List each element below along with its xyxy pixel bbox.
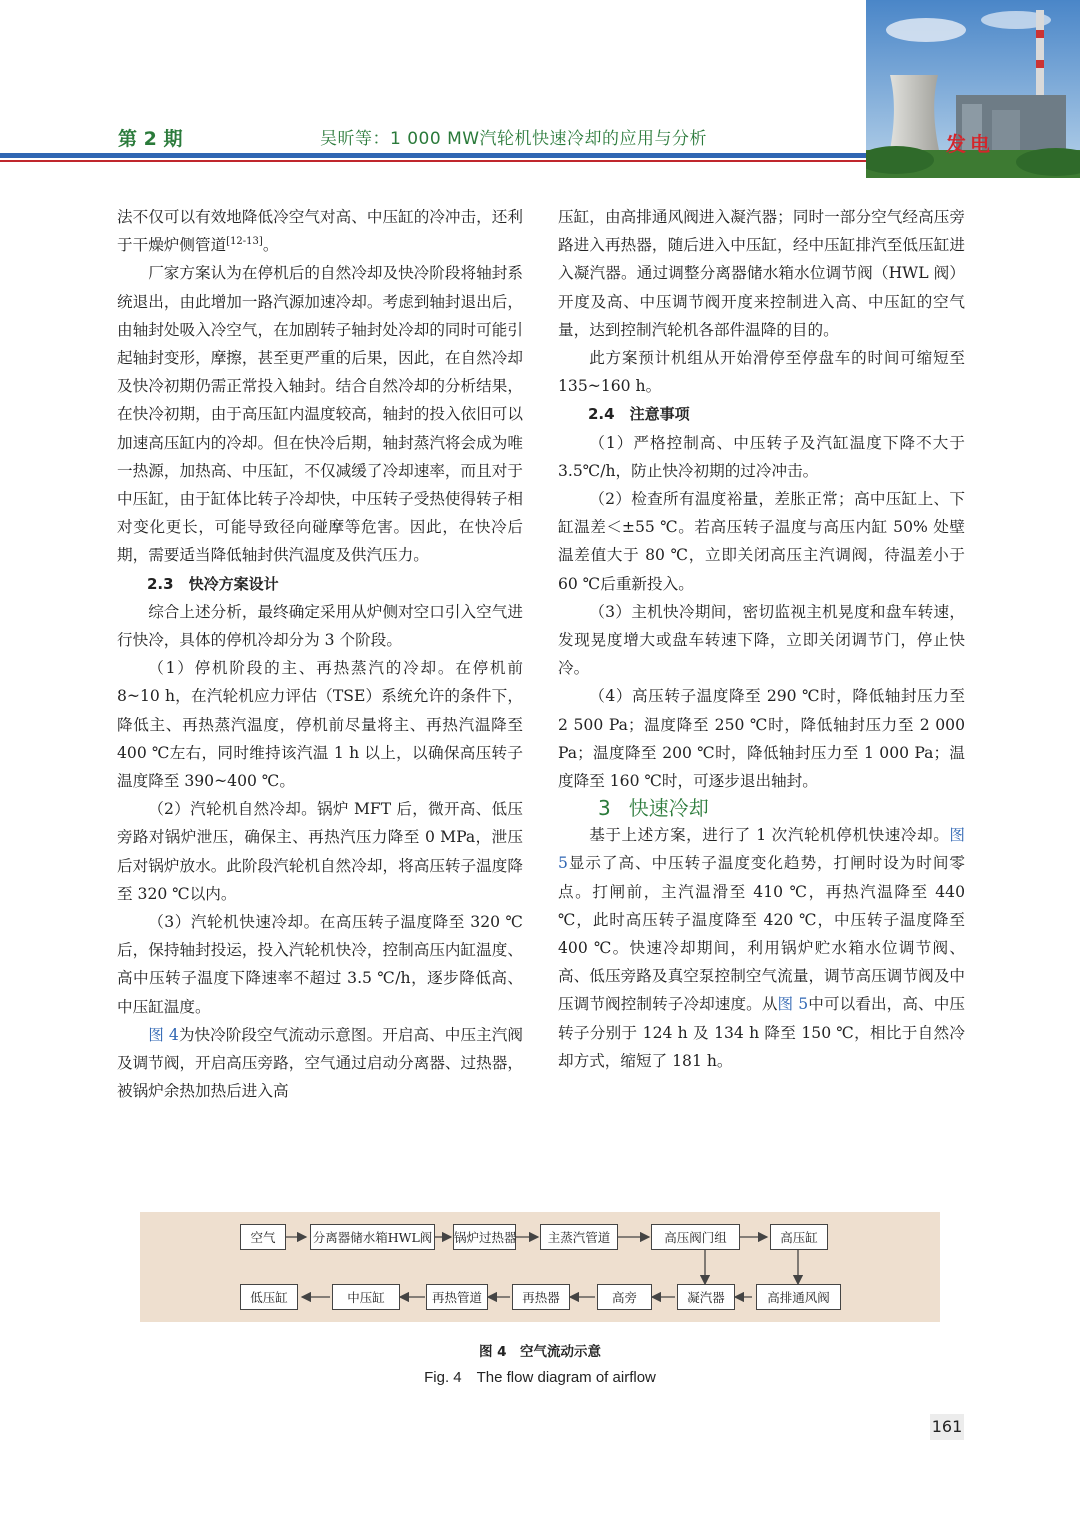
node-superheater: 锅炉过热器 [453,1224,516,1250]
paragraph: （4）高压转子温度降至 290 ℃时，降低轴封压力至 2 500 Pa；温度降至 250 ℃时，降低轴封压力至 2 000 Pa；温度降至 200 ℃时，降低轴封压力至 1 000 Pa；温度降至 160 ℃时，可逐步退出轴封。 [558,687,965,791]
header-rule-blue [0,153,870,158]
paragraph: （3）主机快冷期间，密切监视主机晃度和盘车转速，发现晃度增大或盘车转速下降，立即关闭调节门，停止快冷。 [558,602,965,678]
figure-link[interactable]: 图 5 [558,826,965,873]
node-main-steam-pipe: 主蒸汽管道 [540,1224,618,1250]
page-header [0,0,1080,180]
airflow-diagram [140,1212,940,1322]
node-air: 空气 [240,1224,286,1250]
node-lp-cylinder: 低压缸 [240,1284,298,1310]
running-title: 吴昕等：1 000 MW汽轮机快速冷却的应用与分析 [320,129,708,149]
page-number: 161 [930,1414,964,1440]
node-hp-bypass: 高旁 [597,1284,652,1310]
figure-link[interactable]: 图 5 [777,995,809,1014]
paragraph: （2）检查所有温度裕量，差胀正常；高中压缸上、下缸温差＜±55 ℃。若高压转子温度与高压内缸 50% 处壁温差值大于 80 ℃，立即关闭高压主汽调阀，待温差小于 60 ℃后重新投入。 [558,490,965,593]
figure-link[interactable]: 图 4 [148,1025,179,1044]
node-ip-cylinder: 中压缸 [332,1284,400,1310]
left-column [117,203,523,1106]
section-heading: 3 快速冷却 [598,796,709,821]
node-reheat-pipe: 再热管道 [426,1284,488,1310]
paragraph: （3）汽轮机快速冷却。在高压转子温度降至 320 ℃后，保持轴封投运，投入汽轮机快冷，控制高压内缸温度、高中压转子温度下降速率不超过 3.5 ℃/h，逐步降低高、中压缸温度。 [117,913,523,1016]
paragraph: 压缸，由高排通风阀进入凝汽器；同时一部分空气经高压旁路进入再热器，随后进入中压缸，经中压缸排汽至低压缸进入凝汽器。通过调整分离器储水箱水位调节阀（HWL 阀）开度及高、中压调节阀开度来控制进入高、中压缸的空气量，达到控制汽轮机各部件温降的目的。 [558,208,965,339]
paragraph: 法不仅可以有效地降低冷空气对高、中压缸的冷冲击，还利于干燥炉侧管道[12-13]。 [117,208,523,255]
paragraph: （2）汽轮机自然冷却。锅炉 MFT 后，微开高、低压旁路对锅炉泄压，确保主、再热汽压力降至 0 MPa，泄压后对锅炉放水。此阶段汽轮机自然冷却，将高压转子温度降至 320 ℃以内。 [117,800,523,903]
paragraph: 图 4为快冷阶段空气流动示意图。开启高、中压主汽阀及调节阀，开启高压旁路，空气通过启动分离器、过热器，被锅炉余热加热后进入高 [117,1025,523,1101]
paragraph: 基于上述方案，进行了 1 次汽轮机停机快速冷却。图 5显示了高、中压转子温度变化趋势，打闸时设为时间零点。打闸前，主汽温滑至 410 ℃，再热汽温降至 440 ℃，此时高压转子温度降至 420 ℃，中压转子温度降至 400 ℃。快速冷却期间，利用锅炉贮水箱水位调节阀、高、低压旁路及真空泵控制空气流量，调节高压调节阀及中压调节阀控制转子冷却速度。从图 5中可以看出，高、中压转子分别于 124 h 及 134 h 降至 150 ℃，相比于自然冷却方式，缩短了 181 h。 [558,826,965,1070]
issue-number: 第 2 期 [118,128,183,150]
node-reheater: 再热器 [512,1284,570,1310]
paragraph: （1）停机阶段的主、再热蒸汽的冷却。在停机前 8~10 h，在汽轮机应力评估（TSE）系统允许的条件下，降低主、再热蒸汽温度，停机前尽量将主、再热汽温降至 400 ℃左右，同时维持该汽温 1 h 以上，以确保高压转子温度降至 390~400 ℃。 [117,659,523,791]
header-rule-red [0,160,870,162]
right-column [558,203,965,1075]
paragraph: 此方案预计机组从开始滑停至停盘车的时间可缩短至 135~160 h。 [558,349,965,396]
paragraph: （1）严格控制高、中压转子及汽缸温度下降不大于 3.5℃/h，防止快冷初期的过冷冲击。 [558,433,965,480]
citation: [12-13] [226,236,263,248]
node-hp-exhaust-vent-valve: 高排通风阀 [756,1284,841,1310]
figure-caption-cn: 图 4 空气流动示意 [478,1344,602,1360]
subsection-heading: 2.4 注意事项 [588,405,690,424]
node-hwl-valve: 分离器储水箱HWL阀 [310,1224,435,1250]
subsection-heading: 2.3 快冷方案设计 [147,574,279,593]
node-hp-valve-group: 高压阀门组 [651,1224,740,1250]
section-label: 发电 [946,132,994,156]
paragraph: 厂家方案认为在停机后的自然冷却及快冷阶段将轴封系统退出，由此增加一路汽源加速冷却。考虑到轴封退出后，由轴封处吸入冷空气，在加剧转子轴封处冷却的同时可能引起轴封变形，摩擦，甚至更严重的后果，因此，在自然冷却及快冷初期仍需正常投入轴封。结合自然冷却的分析结果，在快冷初期，由于高压缸内温度较高，轴封的投入依旧可以加速高压缸内的冷却。但在快冷后期，轴封蒸汽将会成为唯一热源，加热高、中压缸，不仅减缓了冷却速率，而且对于中压缸，由于缸体比转子冷却快，中压转子受热使得转子相对变化更长，可能导致径向碰摩等危害。因此，在快冷后期，需要适当降低轴封供汽温度及供汽压力。 [117,264,523,565]
figure-caption-en: Fig. 4 The flow diagram of airflow [424,1369,656,1386]
node-condenser: 凝汽器 [677,1284,735,1310]
paragraph: 综合上述分析，最终确定采用从炉侧对空口引入空气进行快冷，具体的停机冷却分为 3 个阶段。 [117,602,523,650]
node-hp-cylinder: 高压缸 [770,1224,828,1250]
